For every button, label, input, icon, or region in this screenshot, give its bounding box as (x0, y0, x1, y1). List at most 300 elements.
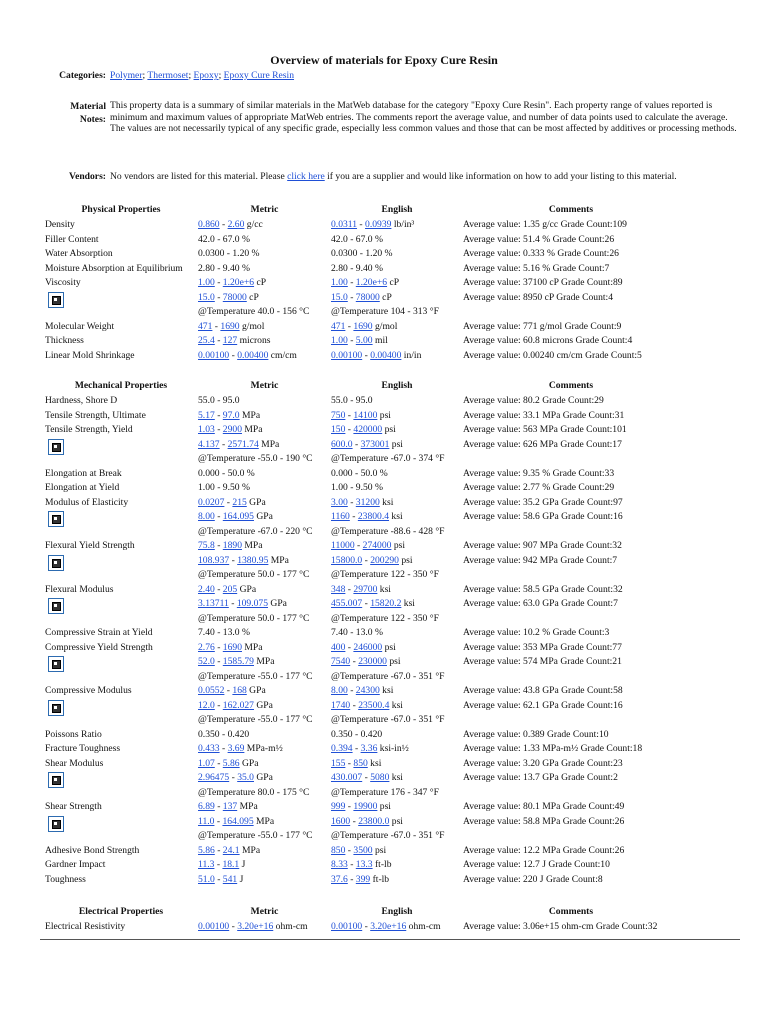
metric-min-link[interactable]: 2.76 (198, 641, 215, 653)
metric-max-link[interactable]: 0.00400 (237, 349, 269, 361)
english-max-link[interactable]: 3.20e+16 (370, 921, 407, 932)
metric-unit: MPa (239, 844, 261, 856)
english-text: 0.350 - 0.420 (331, 728, 383, 740)
english-min-link[interactable]: 600.0 (331, 438, 353, 450)
english-min-link[interactable]: 750 (331, 409, 346, 421)
english-unit: psi (377, 409, 391, 421)
vendors-label: Vendors: (69, 171, 106, 182)
page-bottom-divider (40, 939, 740, 940)
english-max-link[interactable]: 3.36 (360, 743, 378, 754)
property-name: Adhesive Bond Strength (45, 844, 140, 856)
table-row (0, 626, 768, 640)
metric-max-link[interactable]: 1585.79 (222, 656, 254, 667)
categories-links (110, 70, 740, 82)
property-name: Moisture Absorption at Equilibrium (45, 262, 183, 274)
metric-max-link[interactable]: 164.095 (222, 511, 254, 522)
metric-max-link[interactable]: 162.027 (222, 699, 254, 711)
english-value (331, 728, 382, 742)
metric-max-link[interactable]: 1890 (222, 540, 242, 551)
table-row (0, 713, 768, 727)
table-row (0, 873, 768, 887)
range-dash: - (352, 438, 361, 450)
table-row (0, 349, 768, 363)
english-header: English (381, 204, 413, 215)
english-min-link[interactable]: 999 (331, 801, 346, 812)
comment: Average value: 12.2 MPa Grade Count:26 (463, 844, 625, 856)
category-link[interactable]: Polymer (110, 70, 143, 81)
comment: Average value: 220 J Grade Count:8 (463, 873, 603, 885)
metric-value (198, 539, 263, 553)
table-row (0, 815, 768, 829)
english-min-link[interactable]: 150 (331, 424, 346, 435)
english-max-link[interactable]: 246000 (353, 641, 383, 653)
comment: Average value: 0.389 Grade Count:10 (463, 728, 609, 740)
english-min-link[interactable]: 1600 (331, 815, 351, 827)
english-unit: psi (372, 844, 387, 856)
metric-value (198, 496, 266, 510)
english-value (331, 597, 415, 611)
range-dash: - (214, 859, 223, 870)
english-max-link[interactable]: 14100 (353, 409, 378, 421)
metric-unit: MPa (253, 815, 275, 827)
metric-min-link[interactable]: 2.96475 (198, 772, 230, 783)
table-row (0, 641, 768, 655)
english-value (331, 844, 386, 858)
metric-value (198, 554, 289, 568)
metric-min-link[interactable]: 0.00100 (198, 349, 230, 361)
metric-min-link[interactable]: 25.4 (198, 335, 215, 346)
metric-value (198, 612, 309, 626)
english-max-link[interactable]: 15820.2 (370, 598, 402, 609)
metric-max-link[interactable]: 1.20e+6 (222, 277, 255, 288)
range-dash: - (347, 685, 356, 696)
metric-value (198, 757, 259, 771)
category-link[interactable]: Epoxy (193, 70, 219, 81)
table-row (0, 742, 768, 756)
metric-min-link[interactable]: 5.86 (198, 844, 215, 856)
comment: Average value: 63.0 GPa Grade Count:7 (463, 598, 618, 609)
comment: Average value: 62.1 GPa Grade Count:16 (463, 699, 623, 711)
property-name: Compressive Yield Strength (45, 641, 153, 653)
table-row (0, 409, 768, 423)
metric-value (198, 334, 271, 348)
table-row (0, 291, 768, 305)
metric-value (198, 815, 274, 829)
english-max-link[interactable]: 19900 (353, 801, 378, 812)
metric-value (198, 699, 273, 713)
english-unit: ksi-in½ (377, 743, 409, 754)
metric-min-link[interactable]: 0.00100 (198, 921, 230, 932)
metric-min-link[interactable]: 11.3 (198, 859, 215, 870)
click-here-link[interactable]: click here (287, 171, 325, 182)
metric-max-link[interactable]: 127 (222, 335, 238, 346)
english-min-link[interactable]: 850 (331, 844, 346, 856)
metric-text: 42.0 - 67.0 % (198, 233, 250, 245)
metric-min-link[interactable]: 51.0 (198, 873, 215, 885)
english-value (331, 699, 403, 713)
table-row (0, 481, 768, 495)
english-value (331, 320, 397, 334)
english-min-link[interactable]: 15800.0 (331, 554, 363, 566)
metric-min-link[interactable]: 1.00 (198, 277, 215, 288)
metric-unit: GPa (239, 757, 259, 769)
property-name: Gardner Impact (45, 859, 106, 870)
english-max-link[interactable]: 850 (353, 757, 368, 769)
english-min-link[interactable]: 430.007 (331, 772, 363, 783)
metric-value (198, 844, 260, 858)
english-max-link[interactable]: 23800.0 (358, 815, 390, 827)
metric-unit: MPa (241, 424, 263, 435)
table-header-row (0, 379, 768, 393)
english-min-link[interactable]: 348 (331, 583, 346, 595)
range-dash: - (345, 583, 354, 595)
english-min-link[interactable]: 1160 (331, 511, 350, 522)
english-min-link[interactable]: 471 (331, 320, 346, 332)
comment: Average value: 80.1 MPa Grade Count:49 (463, 801, 625, 812)
metric-value (198, 728, 249, 742)
metric-min-link[interactable]: 52.0 (198, 656, 215, 667)
table-row (0, 844, 768, 858)
table-row (0, 786, 768, 800)
table-row (0, 525, 768, 539)
metric-unit: J (239, 859, 246, 870)
english-value (331, 510, 403, 524)
english-value (331, 349, 421, 363)
vendors-pre: No vendors are listed for this material. Please (110, 171, 288, 182)
english-value (331, 815, 403, 829)
range-dash: - (347, 873, 356, 885)
range-dash: - (219, 438, 228, 450)
metric-value (198, 858, 245, 872)
metric-min-link[interactable]: 1.07 (198, 757, 215, 769)
english-unit: ksi (379, 685, 394, 696)
english-min-link[interactable]: 455.007 (331, 598, 363, 609)
english-min-link[interactable]: 37.6 (331, 873, 348, 885)
metric-min-link[interactable]: 5.17 (198, 409, 215, 421)
english-max-link[interactable]: 0.00400 (370, 349, 402, 361)
metric-unit: GPa (253, 511, 273, 522)
metric-max-link[interactable]: 215 (232, 496, 247, 508)
english-max-link[interactable]: 274000 (362, 540, 392, 551)
range-dash: - (345, 757, 354, 769)
english-unit: g/mol (372, 320, 398, 332)
english-text: 0.0300 - 1.20 % (331, 248, 393, 259)
table-row (0, 539, 768, 553)
english-value (331, 452, 445, 466)
metric-max-link[interactable]: 205 (222, 583, 238, 595)
metric-value (198, 452, 313, 466)
metric-text: @Temperature 50.0 - 177 °C (198, 612, 310, 624)
metric-max-link[interactable]: 109.075 (236, 598, 269, 609)
metric-max-link[interactable]: 97.0 (222, 409, 240, 421)
metric-value (198, 568, 309, 582)
metric-value (198, 597, 287, 611)
comment: Average value: 35.2 GPa Grade Count:97 (463, 496, 623, 508)
english-min-link[interactable]: 0.00100 (331, 921, 363, 932)
english-value (331, 800, 391, 814)
english-min-link[interactable]: 400 (331, 641, 346, 653)
english-min-link[interactable]: 155 (331, 757, 346, 769)
english-unit: psi (398, 554, 413, 566)
english-max-link[interactable]: 1.20e+6 (355, 277, 388, 288)
english-min-link[interactable]: 1.00 (331, 277, 348, 288)
comment: Average value: 626 MPa Grade Count:17 (463, 438, 622, 450)
english-value (331, 757, 381, 771)
metric-unit: GPa (246, 685, 266, 696)
metric-min-link[interactable]: 471 (198, 320, 213, 332)
range-dash: - (362, 921, 371, 932)
metric-unit: GPa (253, 772, 273, 783)
metric-unit: MPa (268, 554, 289, 566)
comment: Average value: 33.1 MPa Grade Count:31 (463, 409, 625, 421)
metric-unit: GPa (268, 598, 287, 609)
english-min-link[interactable]: 1740 (331, 699, 351, 711)
metric-text: 55.0 - 95.0 (198, 395, 240, 406)
english-unit: mil (372, 335, 388, 346)
range-dash: - (224, 685, 233, 696)
english-unit: ksi (389, 772, 403, 783)
english-min-link[interactable]: 7540 (331, 656, 351, 667)
english-min-link[interactable]: 8.00 (331, 685, 348, 696)
metric-text: 0.350 - 0.420 (198, 728, 250, 740)
table-row (0, 655, 768, 669)
metric-max-link[interactable]: 2900 (222, 424, 242, 435)
english-max-link[interactable]: 0.0939 (365, 219, 392, 230)
metric-max-link[interactable]: 1690 (220, 320, 240, 332)
range-dash: - (214, 815, 223, 827)
english-unit: ksi (377, 583, 391, 595)
metric-min-link[interactable]: 108.937 (198, 554, 230, 566)
english-value (331, 262, 383, 276)
range-dash: - (228, 598, 237, 609)
english-value (331, 539, 405, 553)
metric-min-link[interactable]: 12.0 (198, 699, 215, 711)
english-value (331, 394, 373, 408)
comment: Average value: 1.33 MPa-m½ Grade Count:18 (463, 743, 643, 754)
metric-value (198, 262, 250, 276)
metric-max-link[interactable]: 24.1 (222, 844, 240, 856)
english-min-link[interactable]: 1.00 (331, 335, 348, 346)
english-value (331, 670, 445, 684)
metric-min-link[interactable]: 0.433 (198, 743, 220, 754)
english-max-link[interactable]: 24300 (355, 685, 380, 696)
english-max-link[interactable]: 23800.4 (357, 511, 390, 522)
range-dash: - (229, 349, 238, 361)
english-min-link[interactable]: 15.0 (331, 291, 348, 303)
comment: Average value: 5.16 % Grade Count:7 (463, 262, 610, 274)
english-max-link[interactable]: 29700 (353, 583, 378, 595)
english-value (331, 920, 441, 934)
english-value (331, 612, 439, 626)
metric-min-link[interactable]: 75.8 (198, 540, 215, 551)
english-unit: psi (389, 438, 403, 450)
english-value (331, 713, 445, 727)
range-dash: - (214, 424, 223, 435)
property-name: Electrical Resistivity (45, 921, 126, 932)
comment: Average value: 574 MPa Grade Count:21 (463, 656, 622, 667)
metric-value (198, 320, 264, 334)
range-dash: - (214, 801, 223, 812)
metric-min-link[interactable]: 4.137 (198, 438, 220, 450)
metric-min-link[interactable]: 11.0 (198, 815, 215, 827)
metric-value (198, 218, 263, 232)
english-text: 7.40 - 13.0 % (331, 627, 383, 638)
english-value (331, 291, 392, 305)
range-dash: - (214, 656, 223, 667)
property-name: Elongation at Break (45, 467, 122, 479)
metric-value (198, 713, 313, 727)
english-value (331, 276, 399, 290)
metric-min-link[interactable]: 0.0552 (198, 685, 225, 696)
metric-max-link[interactable]: 2571.74 (227, 438, 259, 450)
metric-text: @Temperature -55.0 - 177 °C (198, 830, 313, 841)
range-dash: - (362, 349, 371, 361)
english-max-link[interactable]: 5080 (370, 772, 390, 783)
table-row (0, 771, 768, 785)
range-dash: - (214, 511, 223, 522)
english-max-link[interactable]: 13.3 (355, 859, 373, 870)
metric-value (198, 467, 255, 481)
metric-max-link[interactable]: 3.20e+16 (237, 921, 274, 932)
metric-min-link[interactable]: 8.00 (198, 511, 215, 522)
comment: Average value: 58.8 MPa Grade Count:26 (463, 815, 625, 827)
english-value (331, 858, 392, 872)
metric-min-link[interactable]: 1.03 (198, 424, 215, 435)
metric-max-link[interactable]: 137 (222, 801, 238, 812)
metric-max-link[interactable]: 1690 (222, 641, 242, 653)
table-row (0, 423, 768, 437)
english-unit: psi (389, 815, 403, 827)
english-unit: ksi (379, 496, 394, 508)
english-max-link[interactable]: 230000 (358, 656, 387, 667)
english-max-link[interactable]: 23500.4 (358, 699, 390, 711)
english-text: 1.00 - 9.50 % (331, 482, 383, 493)
english-value (331, 525, 445, 539)
metric-value (198, 670, 313, 684)
metric-text: @Temperature -67.0 - 220 °C (198, 525, 313, 537)
english-value (331, 247, 393, 261)
english-max-link[interactable]: 1690 (353, 320, 373, 332)
metric-min-link[interactable]: 3.13711 (198, 598, 229, 609)
metric-header: Metric (250, 380, 279, 391)
english-min-link[interactable]: 0.0311 (331, 219, 358, 230)
metric-min-link[interactable]: 0.860 (198, 219, 220, 230)
english-max-link[interactable]: 3500 (353, 844, 373, 856)
metric-unit: cP (254, 277, 267, 288)
metric-unit: microns (237, 335, 271, 346)
range-dash: - (345, 641, 354, 653)
english-value (331, 626, 383, 640)
metric-max-link[interactable]: 1380.95 (237, 554, 269, 566)
table-row (0, 467, 768, 481)
category-link[interactable]: Epoxy Cure Resin (223, 70, 295, 81)
english-text: 55.0 - 95.0 (331, 395, 373, 406)
comment: Average value: 80.2 Grade Count:29 (463, 395, 604, 406)
comment: Average value: 10.2 % Grade Count:3 (463, 627, 610, 638)
metric-min-link[interactable]: 15.0 (198, 291, 215, 303)
metric-min-link[interactable]: 0.0207 (198, 496, 225, 508)
metric-value (198, 394, 240, 408)
metric-value (198, 409, 260, 423)
property-name: Tensile Strength, Ultimate (45, 409, 146, 421)
comment: Average value: 58.5 GPa Grade Count:32 (463, 583, 623, 595)
metric-max-link[interactable]: 5.86 (222, 757, 240, 769)
metric-value (198, 684, 266, 698)
english-max-link[interactable]: 31200 (355, 496, 380, 508)
metric-max-link[interactable]: 35.0 (237, 772, 254, 783)
property-name: Fracture Toughness (45, 743, 121, 754)
comment: Average value: 1.35 g/cc Grade Count:109 (463, 219, 627, 230)
metric-max-link[interactable]: 168 (232, 685, 247, 696)
english-max-link[interactable]: 78000 (355, 291, 380, 303)
english-max-link[interactable]: 5.00 (355, 335, 373, 346)
property-name: Compressive Strain at Yield (45, 627, 153, 638)
english-unit: ft-lb (370, 873, 390, 885)
english-value (331, 334, 388, 348)
english-max-link[interactable]: 373001 (360, 438, 390, 450)
english-text: 42.0 - 67.0 % (331, 233, 383, 245)
comment: Average value: 58.6 GPa Grade Count:16 (463, 511, 623, 522)
metric-value (198, 276, 266, 290)
metric-unit: MPa (241, 641, 263, 653)
property-name: Filler Content (45, 233, 99, 245)
metric-text: @Temperature 80.0 - 175 °C (198, 786, 310, 798)
range-dash: - (214, 335, 223, 346)
range-dash: - (229, 554, 238, 566)
table-row (0, 670, 768, 684)
english-min-link[interactable]: 3.00 (331, 496, 348, 508)
metric-header: Metric (250, 906, 279, 917)
english-max-link[interactable]: 399 (355, 873, 371, 885)
metric-max-link[interactable]: 78000 (222, 291, 247, 303)
english-min-link[interactable]: 8.33 (331, 859, 348, 870)
english-max-link[interactable]: 420000 (353, 424, 383, 435)
metric-max-link[interactable]: 18.1 (222, 859, 240, 870)
table-row (0, 276, 768, 290)
metric-text: @Temperature 40.0 - 156 °C (198, 306, 310, 317)
metric-value (198, 641, 263, 655)
categories-label: Categories: (59, 70, 106, 81)
table-row (0, 920, 768, 934)
section-title: Physical Properties (81, 204, 161, 215)
category-link[interactable]: Thermoset (147, 70, 189, 81)
comment: Average value: 13.7 GPa Grade Count:2 (463, 772, 618, 783)
metric-max-link[interactable]: 3.69 (227, 743, 245, 754)
english-min-link[interactable]: 0.00100 (331, 349, 363, 361)
property-name: Viscosity (45, 277, 81, 288)
english-unit: ksi (389, 699, 403, 711)
metric-max-link[interactable]: 164.095 (222, 815, 254, 827)
metric-value (198, 626, 250, 640)
comment: Average value: 51.4 % Grade Count:26 (463, 233, 615, 245)
metric-min-link[interactable]: 6.89 (198, 801, 215, 812)
metric-max-link[interactable]: 541 (222, 873, 238, 885)
metric-unit: MPa (239, 409, 261, 421)
english-min-link[interactable]: 11000 (331, 540, 355, 551)
comment: Average value: 60.8 microns Grade Count:4 (463, 335, 633, 346)
range-dash: - (350, 656, 359, 667)
comment: Average value: 12.7 J Grade Count:10 (463, 859, 610, 870)
english-max-link[interactable]: 200290 (370, 554, 399, 566)
metric-max-link[interactable]: 2.60 (227, 219, 245, 230)
property-name: Modulus of Elasticity (45, 496, 129, 508)
range-dash: - (214, 757, 223, 769)
english-min-link[interactable]: 0.394 (331, 743, 353, 754)
range-dash: - (345, 801, 354, 812)
metric-min-link[interactable]: 2.40 (198, 583, 215, 595)
comment: Average value: 3.20 GPa Grade Count:23 (463, 757, 623, 769)
property-name: Linear Mold Shrinkage (45, 349, 135, 361)
